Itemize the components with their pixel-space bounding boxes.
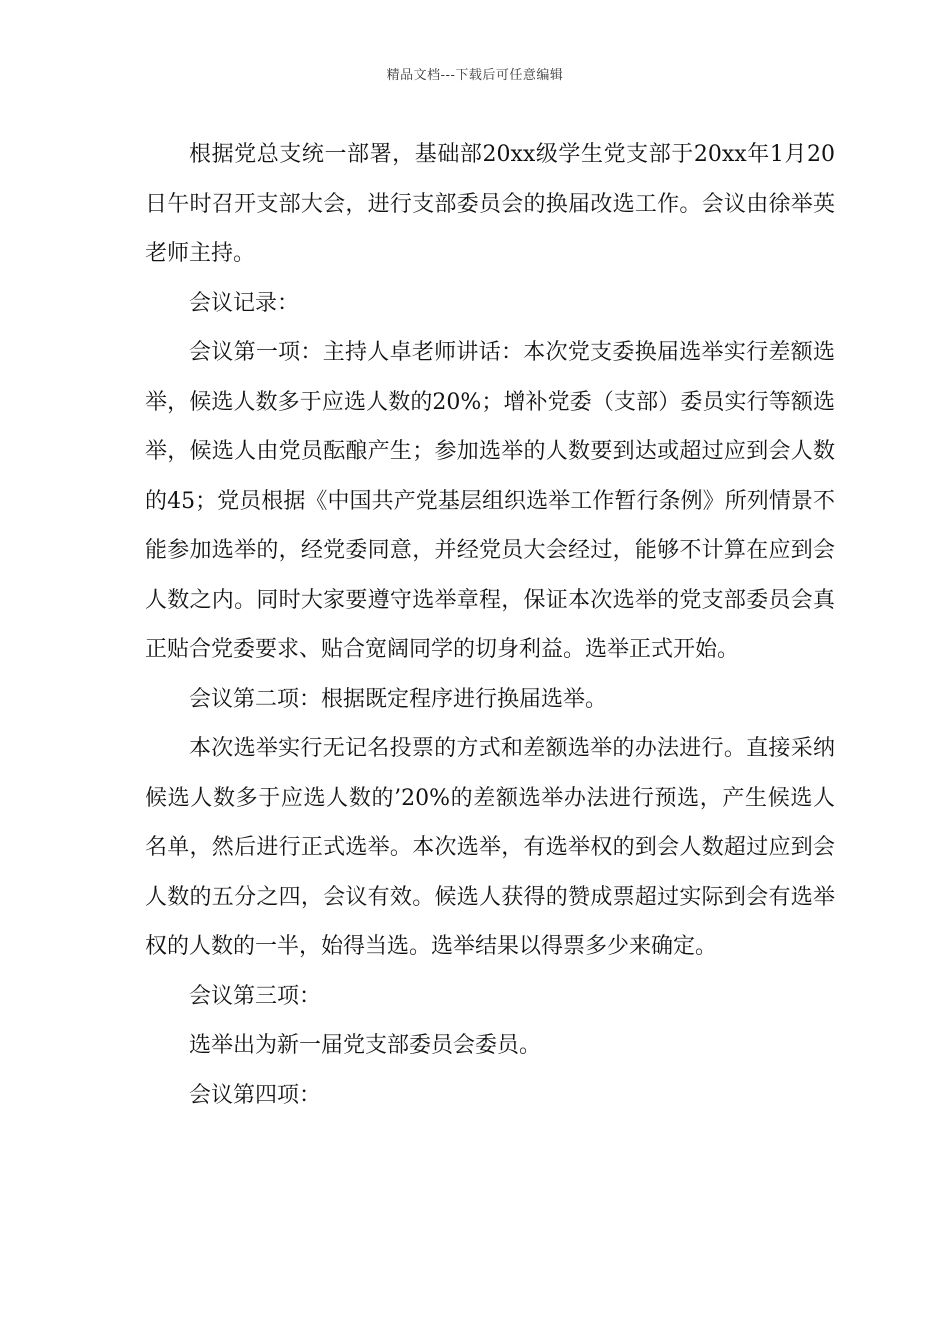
document-body — [145, 130, 835, 1120]
paragraph-meeting-record-heading: 会议记录： — [189, 290, 300, 316]
paragraph-item-four: 会议第四项： — [189, 1082, 322, 1108]
paragraph-item-one: 会议第一项：主持人卓老师讲话：本次党支委换届选举实行差额选举，候选人数多于应选人数的20%；增补党委（支部）委员实行等额选举，候选人由党员酝酿产生；参加选举的人数要到达或超过应到会人数的45；党员根据《中国共产党基层组织选举工作暂行条例》所列情景不能参加选举的，经党委同意，并经党员大会经过，能够不计算在应到会人数之内。同时大家要遵守选举章程，保证本次选举的党支部委员会真正贴合党委要求、贴合宽阔同学的切身利益。选举正式开始。 — [145, 340, 835, 662]
page-header: 精品文档---下载后可任意编辑 — [386, 68, 564, 83]
paragraph-election-method: 本次选举实行无记名投票的方式和差额选举的办法进行。直接采纳候选人数多于应选人数的’20%的差额选举办法进行预选，产生候选人名单，然后进行正式选举。本次选举，有选举权的到会人数超过应到会人数的五分之四，会议有效。候选人获得的赞成票超过实际到会有选举权的人数的一半，始得当选。选举结果以得票多少来确定。 — [145, 736, 835, 959]
paragraph-item-two: 会议第二项：根据既定程序进行换届选举。 — [189, 686, 608, 712]
paragraph-item-three: 会议第三项： — [189, 983, 322, 1009]
paragraph-elected-members: 选举出为新一届党支部委员会委员。 — [189, 1033, 542, 1058]
paragraph-intro: 根据党总支统一部署，基础部20xx级学生党支部于20xx年1月20日午时召开支部大会，进行支部委员会的换届改选工作。会议由徐举英老师主持。 — [145, 142, 835, 266]
